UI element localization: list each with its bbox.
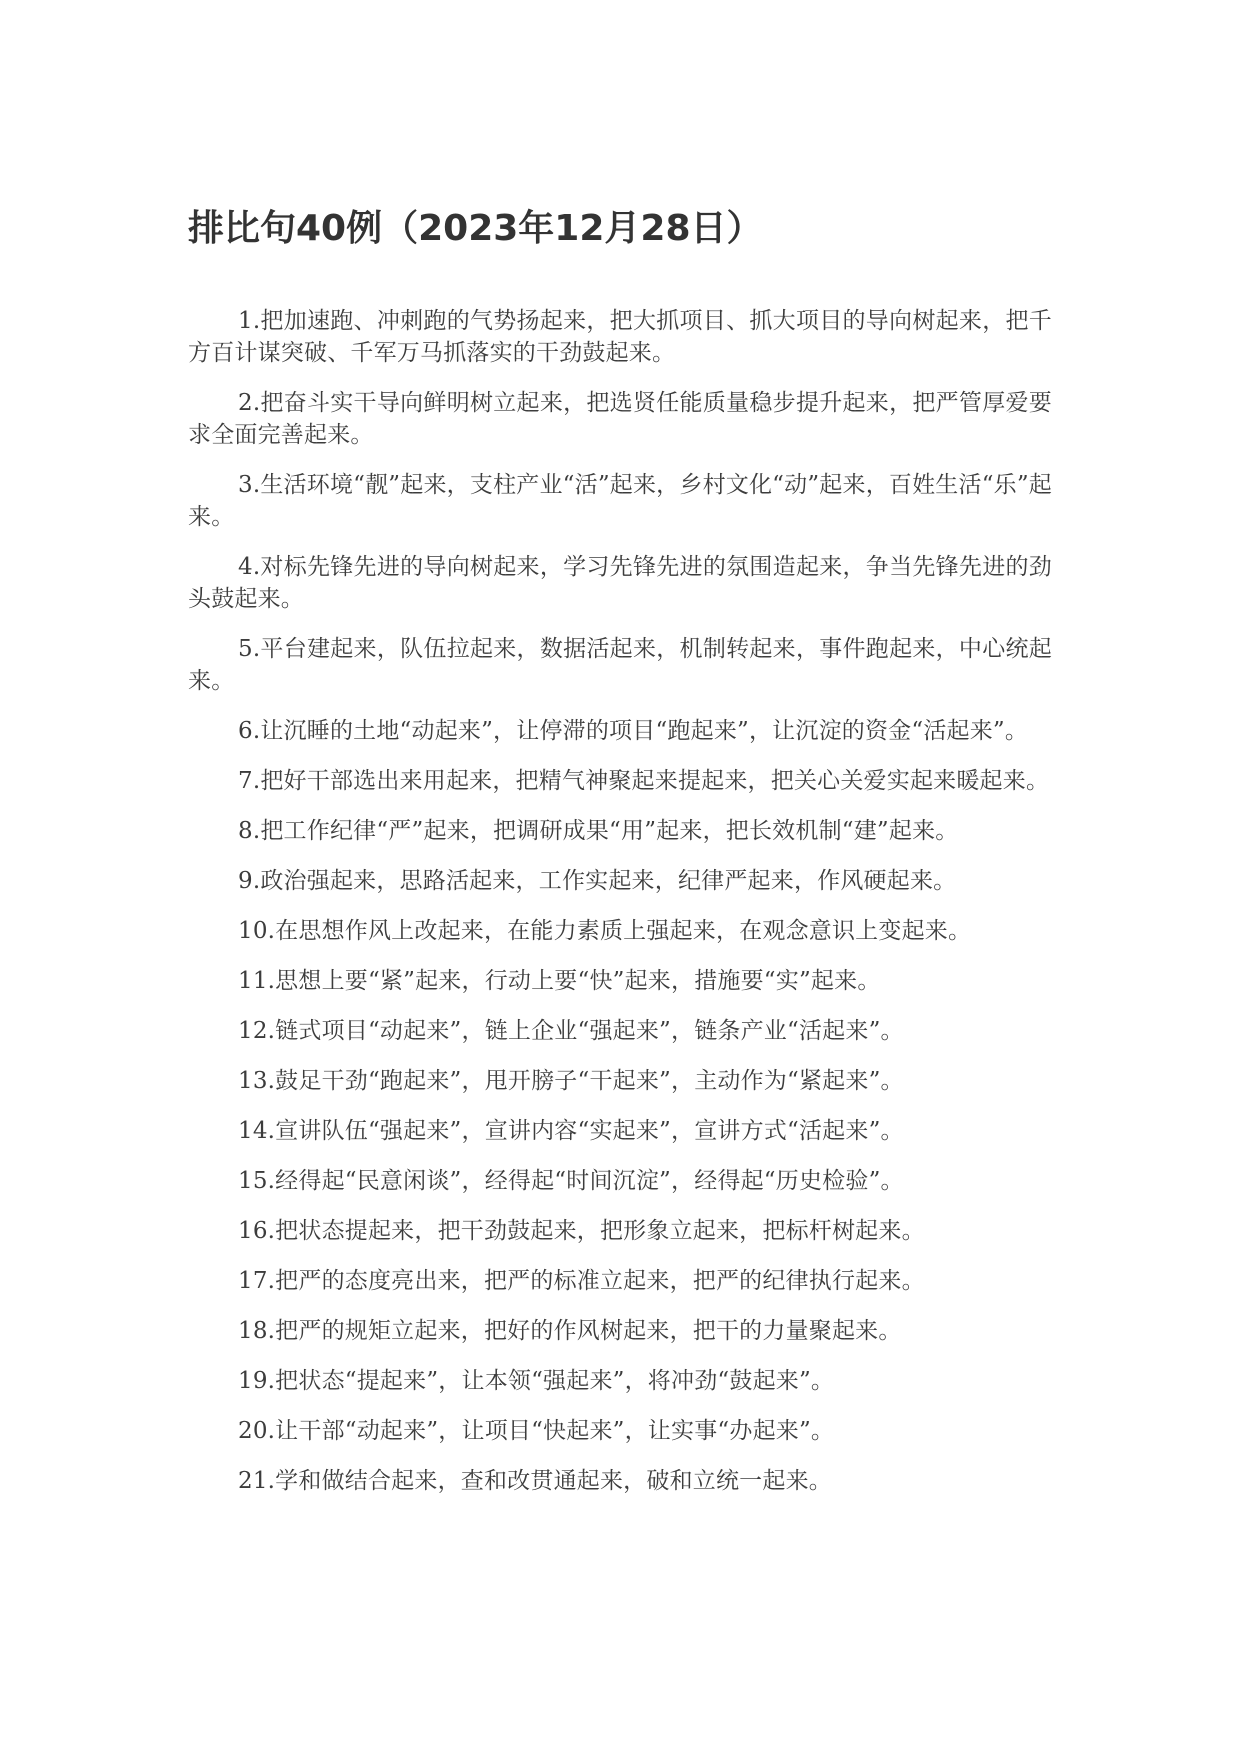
list-item: 20.让干部“动起来”，让项目“快起来”，让实事“办起来”。 [238,1418,835,1444]
list-item: 12.链式项目“动起来”，链上企业“强起来”，链条产业“活起来”。 [238,1018,904,1044]
list-item: 19.把状态“提起来”，让本领“强起来”，将冲劲“鼓起来”。 [238,1368,835,1394]
list-item: 9.政治强起来，思路活起来，工作实起来，纪律严起来，作风硬起来。 [238,868,957,894]
list-item: 1.把加速跑、冲刺跑的气势扬起来，把大抓项目、抓大项目的导向树起来，把千方百计谋突破、千军万马抓落实的干劲鼓起来。 [188,308,1052,366]
list-item: 10.在思想作风上改起来，在能力素质上强起来，在观念意识上变起来。 [238,918,972,944]
list-item: 5.平台建起来，队伍拉起来，数据活起来，机制转起来，事件跑起来，中心统起来。 [188,636,1052,694]
list-item: 16.把状态提起来，把干劲鼓起来，把形象立起来，把标杆树起来。 [238,1218,925,1244]
list-item: 11.思想上要“紧”起来，行动上要“快”起来，措施要“实”起来。 [238,968,881,994]
list-item: 17.把严的态度亮出来，把严的标准立起来，把严的纪律执行起来。 [238,1268,925,1294]
document-title: 排比句40例（2023年12月28日） [188,208,763,249]
list-item: 21.学和做结合起来，查和改贯通起来，破和立统一起来。 [238,1468,832,1494]
list-item: 8.把工作纪律“严”起来，把调研成果“用”起来，把长效机制“建”起来。 [238,818,959,844]
list-item: 3.生活环境“靓”起来，支柱产业“活”起来，乡村文化“动”起来，百姓生活“乐”起来。 [188,472,1053,530]
example-list [188,305,1052,1515]
list-item: 4.对标先锋先进的导向树起来，学习先锋先进的氛围造起来，争当先锋先进的劲头鼓起来。 [188,554,1052,612]
list-item: 13.鼓足干劲“跑起来”，甩开膀子“干起来”，主动作为“紧起来”。 [238,1068,904,1094]
list-item: 18.把严的规矩立起来，把好的作风树起来，把干的力量聚起来。 [238,1318,902,1344]
list-item: 15.经得起“民意闲谈”，经得起“时间沉淀”，经得起“历史检验”。 [238,1168,904,1194]
list-item: 2.把奋斗实干导向鲜明树立起来，把选贤任能质量稳步提升起来，把严管厚爱要求全面完善起来。 [188,390,1052,448]
list-item: 14.宣讲队伍“强起来”，宣讲内容“实起来”，宣讲方式“活起来”。 [238,1118,904,1144]
list-item: 6.让沉睡的土地“动起来”，让停滞的项目“跑起来”，让沉淀的资金“活起来”。 [238,718,1029,744]
list-item: 7.把好干部选出来用起来，把精气神聚起来提起来，把关心关爱实起来暖起来。 [238,768,1050,794]
